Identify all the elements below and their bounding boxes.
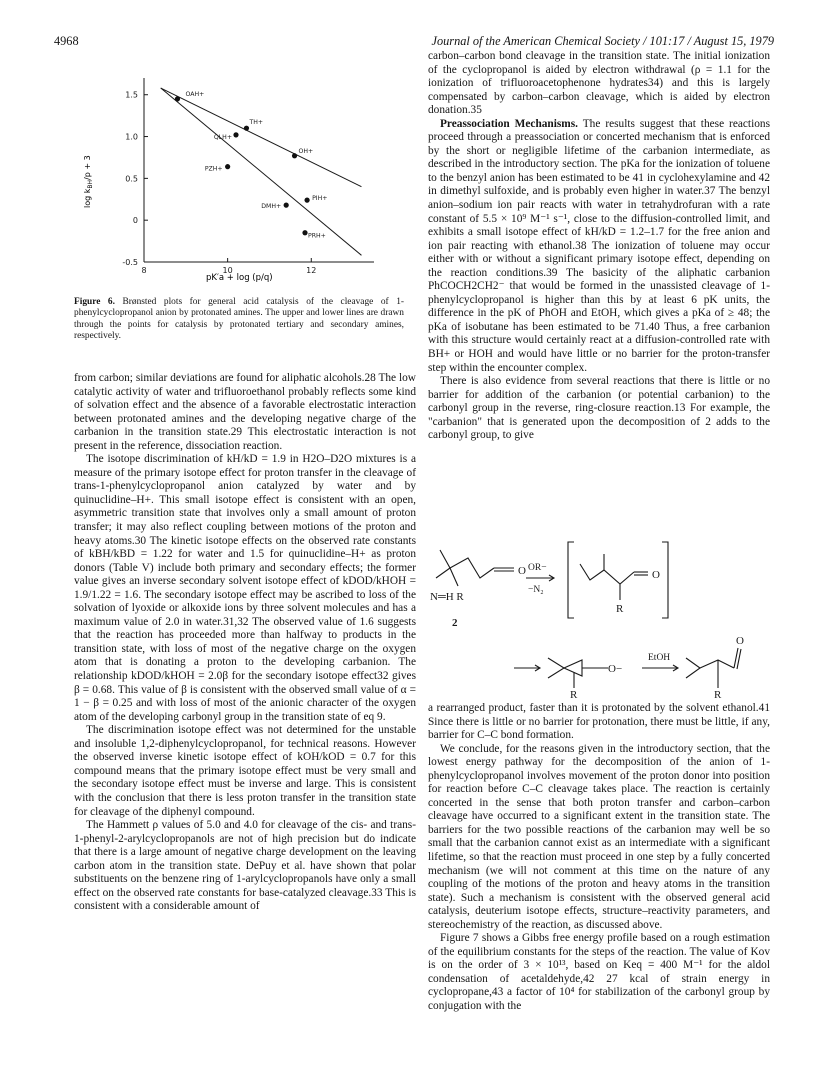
scheme-bracket-r: R — [616, 603, 624, 615]
chart-points — [175, 91, 328, 240]
data-point — [284, 203, 289, 208]
chart-lines — [161, 88, 362, 255]
left-body-text — [74, 372, 416, 914]
x-tick-label: 8 — [141, 266, 147, 275]
right-top-text — [428, 50, 770, 443]
compound-number: 2 — [452, 617, 458, 629]
data-point-label: PIH+ — [312, 195, 328, 203]
data-point-label: PRH+ — [308, 232, 326, 240]
paragraph: from carbon; similar deviations are found for aliphatic alcohols.28 The low catalytic activity of water and trifluoroethanol probably reflects some kind of solvation effect and the absence of a favorable electrostatic interaction between protonated amines and the developing negative charge of the carbanion in the transition state.29 This electrostatic interaction is not present in the reference, dissociation reaction. — [74, 372, 416, 452]
reaction-scheme — [428, 530, 770, 705]
paragraph — [428, 118, 770, 375]
y-tick-label: 1.0 — [125, 132, 138, 142]
bracket-right — [662, 542, 668, 618]
page-number: 4968 — [54, 34, 79, 48]
y-tick-label: -0.5 — [122, 258, 138, 267]
paragraph: There is also evidence from several reactions that there is little or no barrier for addition of the carbanion (or potential carbanion) to the carbonyl group in the reverse, ring-closure reaction.13 For example, the "carbanion" that is generated upon the decomposition of 2 adds to the carbonyl group, to give — [428, 375, 770, 442]
paragraph: The Hammett ρ values of 5.0 and 4.0 for cleavage of the cis- and trans-1-phenyl-2-arylcyclopropanols are not of high precision but do indicate that there is a large amount of negative charge development on the leaving carbon atom in the transition state. DePuy et al. have shown that polar substituents on the benzene ring of 1-arylcyclopropanols have only a small effect on the observed rate constants for base-catalyzed cleavage.33 This is consistent with a considerable amount of — [74, 819, 416, 913]
scheme-r-product-1: R — [570, 689, 578, 701]
bronsted-plot — [74, 50, 416, 290]
section-heading: Preassociation Mechanisms. — [440, 117, 579, 130]
compound-2-branch — [436, 568, 450, 578]
y-tick-label: 0 — [132, 216, 138, 226]
data-point — [233, 132, 238, 137]
chart-axes — [122, 78, 374, 275]
reaction-scheme-drawing — [428, 530, 770, 705]
scheme-r-product-2: R — [714, 689, 722, 701]
scheme-etoh: EtOH — [648, 653, 671, 663]
right-bottom-text — [428, 702, 770, 1014]
bracket-left — [568, 542, 574, 618]
scheme-bracket-o: O — [652, 569, 660, 581]
intermediate-chain — [580, 564, 634, 584]
product-1-left — [548, 658, 564, 678]
paragraph: The isotope discrimination of kH/kD = 1.9 in H2O–D2O mixtures is a measure of the primary isotope effect for proton transfer in the cleavage of trans-1-phenylcyclopropanol anion catalyzed by water and by quinuclidine–H+. This small isotope effect is consistent with an open, asymmetric transition state that involves only a small amount of proton transfer; it may also reflect coupling between motions of the proton and heavy atoms.30 The kinetic isotope effects on the observed rate constants of kBH/kBD = 1.22 for water and 1.5 for quinuclidine–H+ as proton donors (Table V) include both primary and secondary effects; the former value gives an inverse secondary solvent isotope effect of kDOD/kHOH = 1.9/1.22 = 1.6. The secondary isotope effect may be ascribed to loss of the solvation of lyoxide or alkoxide ions by three solvent molecules and has a maximum value of 2.0 in water.31,32 The observed value of 1.6 suggests that the reaction has proceeded more than halfway to products in the transition state, with loss of most of the negative charge on the oxygen atom that is donating a proton to the developing carbanion. The relationship kDOD/kHOH = 2.0β for the secondary isotope effect32 gives β = 0.68. This value of β is consistent with the observed small value of α = 1 − β = 0.25 and with loss of most of the anionic character of the oxygen atom of the developing carbonyl group in the transition state of eq 9. — [74, 453, 416, 723]
data-point-label: QLH+ — [213, 133, 232, 141]
figure-caption-text: Brønsted plots for general acid catalysis of the cleavage of 1-phenylcyclopropanol anion by protonated amines. The upper and lower lines are drawn through the points for catalysis by protonated tertiary and secondary amines, respectively. — [74, 297, 405, 341]
y-axis-label-main: log k — [83, 188, 92, 208]
product-2-chain — [700, 660, 734, 668]
page-header — [54, 34, 774, 50]
data-point — [304, 198, 309, 203]
data-point — [302, 230, 307, 235]
compound-2-chain — [440, 550, 494, 578]
paragraph: a rearranged product, faster than it is protonated by the solvent ethanol.41 Since there is little or no barrier for protonation, there must be little, if any, barrier for C–C bond formation. — [428, 702, 770, 742]
data-point — [292, 153, 297, 158]
paragraph: Figure 7 shows a Gibbs free energy profile based on a rough estimation of the equilibrium constants for the steps of the reaction. The value of Kov is on the order of 3 × 10¹³, based on Keq = 400 M⁻¹ for the aldol condensation of acetaldehyde,42 27 kcal of strain energy in cyclopropane,43 a factor of 10⁴ for stabilization of the carbonyl group by conjugation with the — [428, 932, 770, 1013]
scheme-o-minus: O− — [608, 663, 623, 675]
x-tick-label: 10 — [222, 266, 233, 275]
scheme-o-label: O — [518, 565, 526, 577]
data-point-label: OH+ — [298, 147, 314, 155]
scheme-nh-label: N═H R — [430, 591, 464, 603]
data-point-label: PZH+ — [204, 165, 223, 173]
data-point — [225, 164, 230, 169]
scheme-reagent-top: OR− — [528, 563, 547, 573]
paragraph: carbon–carbon bond cleavage in the transition state. The initial ionization of the cyclopropanol is aided by electron withdrawal (ρ = 1.1 for the ionization of trifluoroacetophenone hydrates34) and this is largely compensated by carbon–carbon cleavage, which is aided by electron donation.35 — [428, 50, 770, 117]
scheme-o-product: O — [736, 635, 744, 647]
scheme-reagent-bottom: −N₂ — [528, 585, 544, 595]
data-point — [244, 126, 249, 131]
paragraph-body: The results suggest that these reactions proceed through a preassociation or concerted mechanism that is enforced by the short or negligible lifetime of the carbanion intermediate, as described in the introductory section. The pKa for the ionization of toluene to the benzyl anion has been estimated to be 41 in cyclohexylamine and 42 in dimethyl sulfoxide, and is probably even higher in water.37 The benzyl anion–sodium ion pair reacts with water in tetrahydrofuran with a rate constant of 5.5 × 10⁹ M⁻¹ s⁻¹, close to the diffusion-controlled limit, and exhibits a small isotope effect of kH/kD = 1.2–1.7 for the free anion and ion pair reacting with ethanol.38 The ionization of toluene may occur either with or without a significant primary isotope effect, depending on the reaction conditions.39 The basicity of the aliphatic carbanion PhCOCH2CH2⁻ that would be formed in the unassisted cleavage of 1-phenylcyclopropanol is higher than this by at least 6 pK units, the difference in the pK of PhOH and EtOH, which gives a pKa of ≥ 48; the pKa of isobutane has been estimated to be 71.40 Thus, a free carbanion with this structure would certainly react at a diffusion-controlled rate with BH+ or HOH and would have little or no barrier for the proton-transfer step within the encounter complex. — [428, 117, 770, 374]
y-tick-label: 0.5 — [125, 174, 138, 184]
y-tick-label: 1.5 — [125, 90, 138, 100]
data-point-label: DMH+ — [261, 203, 282, 211]
y-axis-label-tail: /p + 3 — [83, 155, 92, 180]
x-tick-label: 12 — [306, 266, 317, 275]
data-point-label: TH+ — [249, 119, 264, 127]
x-axis-label: pK′a + log (p/q) — [206, 273, 273, 283]
data-point — [175, 96, 180, 101]
y-axis-label-sub: BH — [87, 179, 94, 189]
figure-caption — [74, 297, 404, 342]
paragraph: We conclude, for the reasons given in the introductory section, that the lowest energy pathway for the decomposition of the anion of 1-phenylcyclopropanol involves movement of the proton donor into position for reaction before C–C cleavage takes place. The reaction is certainly concerted in the sense that both proton transfer and carbon–carbon cleavage have occurred to a significant extent in the transition state. The barriers for the two possible reactions of the carbanion may well be so small that the carbanion cannot exist as an intermediate with a significant lifetime, so that the reaction must proceed in one step by a fully concerted mechanism (we will not comment at this time on the nature of any coupling of the motions of the proton and heavy atoms in the transition state). Such a mechanism is consistent with the observed general acid catalysis, deuterium isotope effects, structure–reactivity parameters, and stereochemistry of the reaction, as discussed above. — [428, 742, 770, 931]
journal-citation: Journal of the American Chemical Society / 101:17 / August 15, 1979 — [431, 34, 774, 48]
product-2-left — [686, 658, 700, 678]
y-axis-label — [83, 155, 94, 208]
figure-label: Figure 6. — [74, 297, 115, 307]
figure-6 — [74, 50, 416, 300]
product-1-ring — [564, 660, 582, 676]
paragraph: The discrimination isotope effect was not determined for the unstable and insoluble 1,2-diphenylcyclopropanol, for technical reasons. However the observed inverse kinetic isotope effect of kOH/kOD = 0.7 for this compound means that the primary isotope effect must be very small and the secondary isotope effect must be inverse and large. This is consistent with the conclusion that there is less proton transfer in the transition state for cleavage of the diphenyl compound. — [74, 724, 416, 818]
data-point-label: OAH+ — [185, 90, 205, 98]
compound-2-bond — [450, 568, 458, 586]
